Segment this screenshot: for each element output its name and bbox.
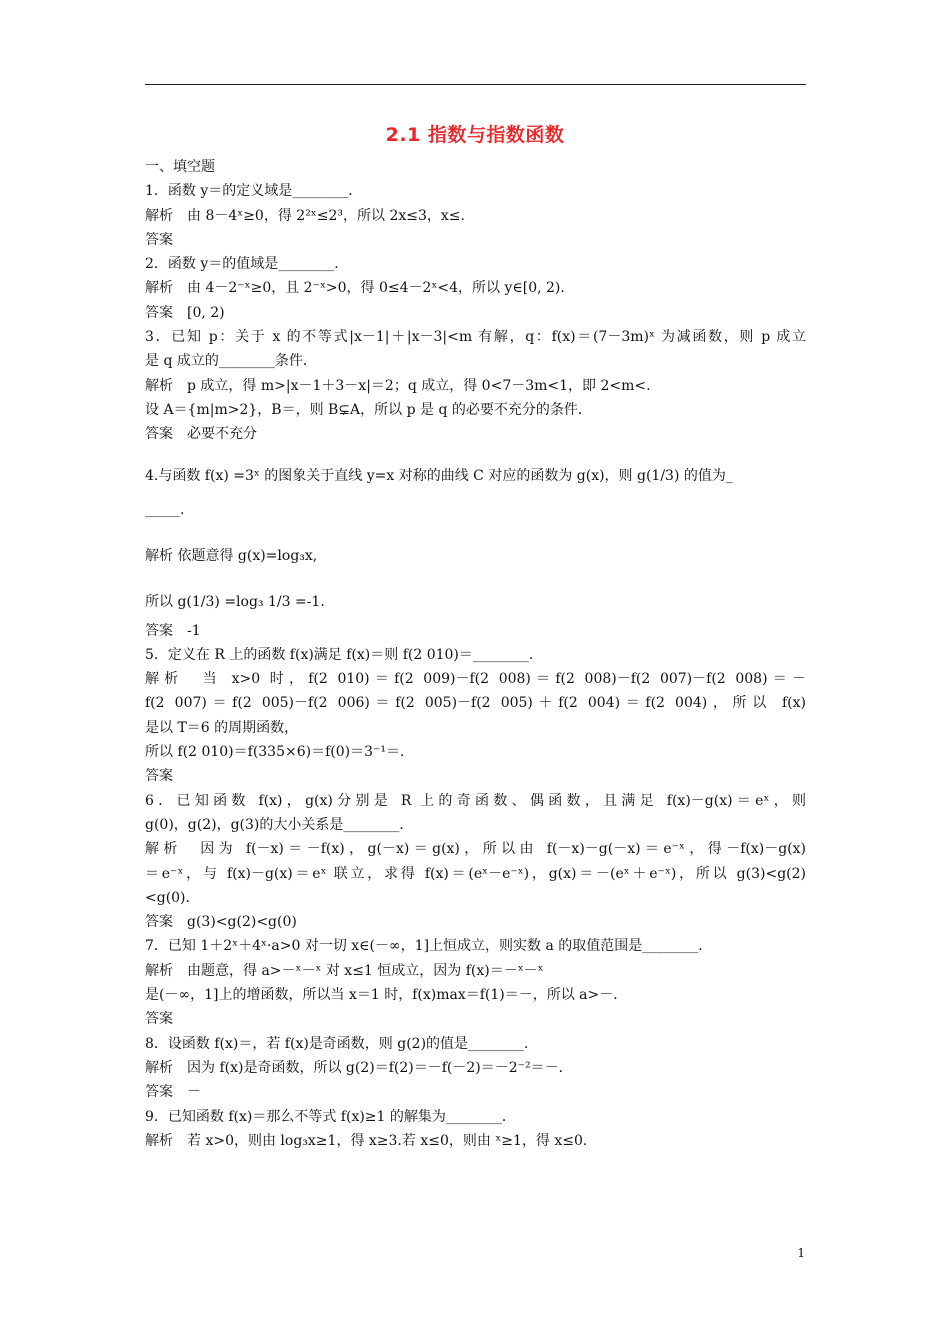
section-heading: 一、填空题: [145, 159, 215, 175]
analysis-8: 解析 因为 f(x)是奇函数，所以 g(2)＝f(2)＝－f(－2)＝－2⁻²＝－．: [145, 1059, 573, 1076]
answer-7: 答案: [145, 1011, 173, 1028]
question-1: 1．函数 y＝的定义域是________．: [145, 183, 363, 200]
analysis-6-line-1: 解析 因为 f(－x)＝－f(x)，g(－x)＝g(x)，所以由 f(－x)－g(－x)＝e⁻ˣ，得－f(x)－g(x): [145, 841, 806, 858]
question-3-line-1: 3．已知 p：关于 x 的不等式|x－1|＋|x－3|<m 有解，q：f(x)＝(7－3m)ˣ 为减函数，则 p 成立: [145, 329, 806, 346]
analysis-7-line-1: 解析 由题意，得 a>－ˣ－ˣ 对 x≤1 恒成立，因为 f(x)＝－ˣ－ˣ: [145, 962, 544, 979]
analysis-6-line-3: <g(0)．: [145, 889, 200, 906]
page-title: 2.1 指数与指数函数: [385, 124, 565, 146]
analysis-5-line-4: 所以 f(2 010)＝f(335×6)＝f(0)＝3⁻¹＝．: [145, 744, 415, 761]
question-6-line-1: 6．已知函数 f(x)，g(x)分别是 R 上的奇函数、偶函数，且满足 f(x)－g(x)＝eˣ，则: [145, 792, 806, 809]
answer-6: 答案 g(3)<g(2)<g(0): [145, 914, 297, 931]
answer-1: 答案: [145, 231, 173, 248]
analysis-4-line-1: 解析 依题意得 g(x)=log₃x,: [145, 547, 318, 564]
analysis-7-line-2: 是(－∞，1]上的增函数，所以当 x＝1 时，f(x)max＝f(1)＝－，所以 a>－．: [145, 987, 628, 1004]
question-4-line-1: 4.与函数 f(x) =3ˣ 的图象关于直线 y=x 对称的曲线 C 对应的函数为 g(x)，则 g(1/3) 的值为_: [145, 467, 733, 484]
analysis-9: 解析 若 x>0，则由 log₃x≥1，得 x≥3.若 x≤0，则由 ˣ≥1，得 x≤0.: [145, 1132, 588, 1149]
question-3-line-2: 是 q 成立的________条件．: [145, 353, 317, 370]
header-rule: [145, 84, 806, 85]
question-7: 7．已知 1＋2ˣ＋4ˣ·a>0 对一切 x∈(－∞，1]上恒成立，则实数 a 的取值范围是________．: [145, 938, 713, 955]
question-8: 8．设函数 f(x)＝，若 f(x)是奇函数，则 g(2)的值是________．: [145, 1035, 539, 1052]
analysis-6-line-2: ＝e⁻ˣ，与 f(x)－g(x)＝eˣ 联立，求得 f(x)＝(eˣ－e⁻ˣ)，g(x)＝－(eˣ＋e⁻ˣ)，所以 g(3)<g(2): [145, 865, 806, 882]
answer-4: 答案 -1: [145, 622, 201, 639]
answer-2: 答案 [0, 2): [145, 304, 225, 321]
analysis-2: 解析 由 4－2⁻ˣ≥0，且 2⁻ˣ>0，得 0≤4－2ˣ<4，所以 y∈[0, 2)．: [145, 280, 575, 297]
document-body: [145, 155, 806, 1153]
analysis-3-line-2: 设 A＝{m|m>2}，B＝，则 B⊊A，所以 p 是 q 的必要不充分的条件．: [145, 401, 592, 418]
analysis-1: 解析 由 8－4ˣ≥0，得 2²ˣ≤2³，所以 2x≤3，x≤.: [145, 207, 465, 224]
analysis-5-line-2: f(2 007)＝f(2 005)－f(2 006)＝f(2 005)－f(2 005)＋f(2 004)＝f(2 004)，所以 f(x): [145, 695, 806, 712]
question-4-line-2: _____.: [145, 501, 185, 518]
analysis-5-line-3: 是以 T＝6 的周期函数，: [145, 719, 299, 736]
answer-8: 答案 －: [145, 1084, 201, 1101]
analysis-5-line-1: 解析 当 x>0 时，f(2 010)＝f(2 009)－f(2 008)＝f(2 008)－f(2 007)－f(2 008)＝－: [145, 671, 806, 688]
page-number: 1: [797, 1246, 805, 1260]
question-6-line-2: g(0)，g(2)，g(3)的大小关系是________．: [145, 816, 414, 833]
answer-3: 答案 必要不充分: [145, 426, 257, 443]
question-5: 5．定义在 R 上的函数 f(x)满足 f(x)＝则 f(2 010)＝________．: [145, 646, 543, 663]
analysis-3-line-1: 解析 p 成立，得 m>|x－1＋3－x|＝2；q 成立，得 0<7－3m<1，即 2<m<.: [145, 377, 651, 394]
analysis-4-line-2: 所以 g(1/3) =log₃ 1/3 =-1.: [145, 593, 325, 610]
question-2: 2．函数 y＝的值域是________．: [145, 256, 349, 273]
question-9: 9．已知函数 f(x)＝那么不等式 f(x)≥1 的解集为________．: [145, 1108, 516, 1125]
answer-5: 答案: [145, 768, 173, 785]
